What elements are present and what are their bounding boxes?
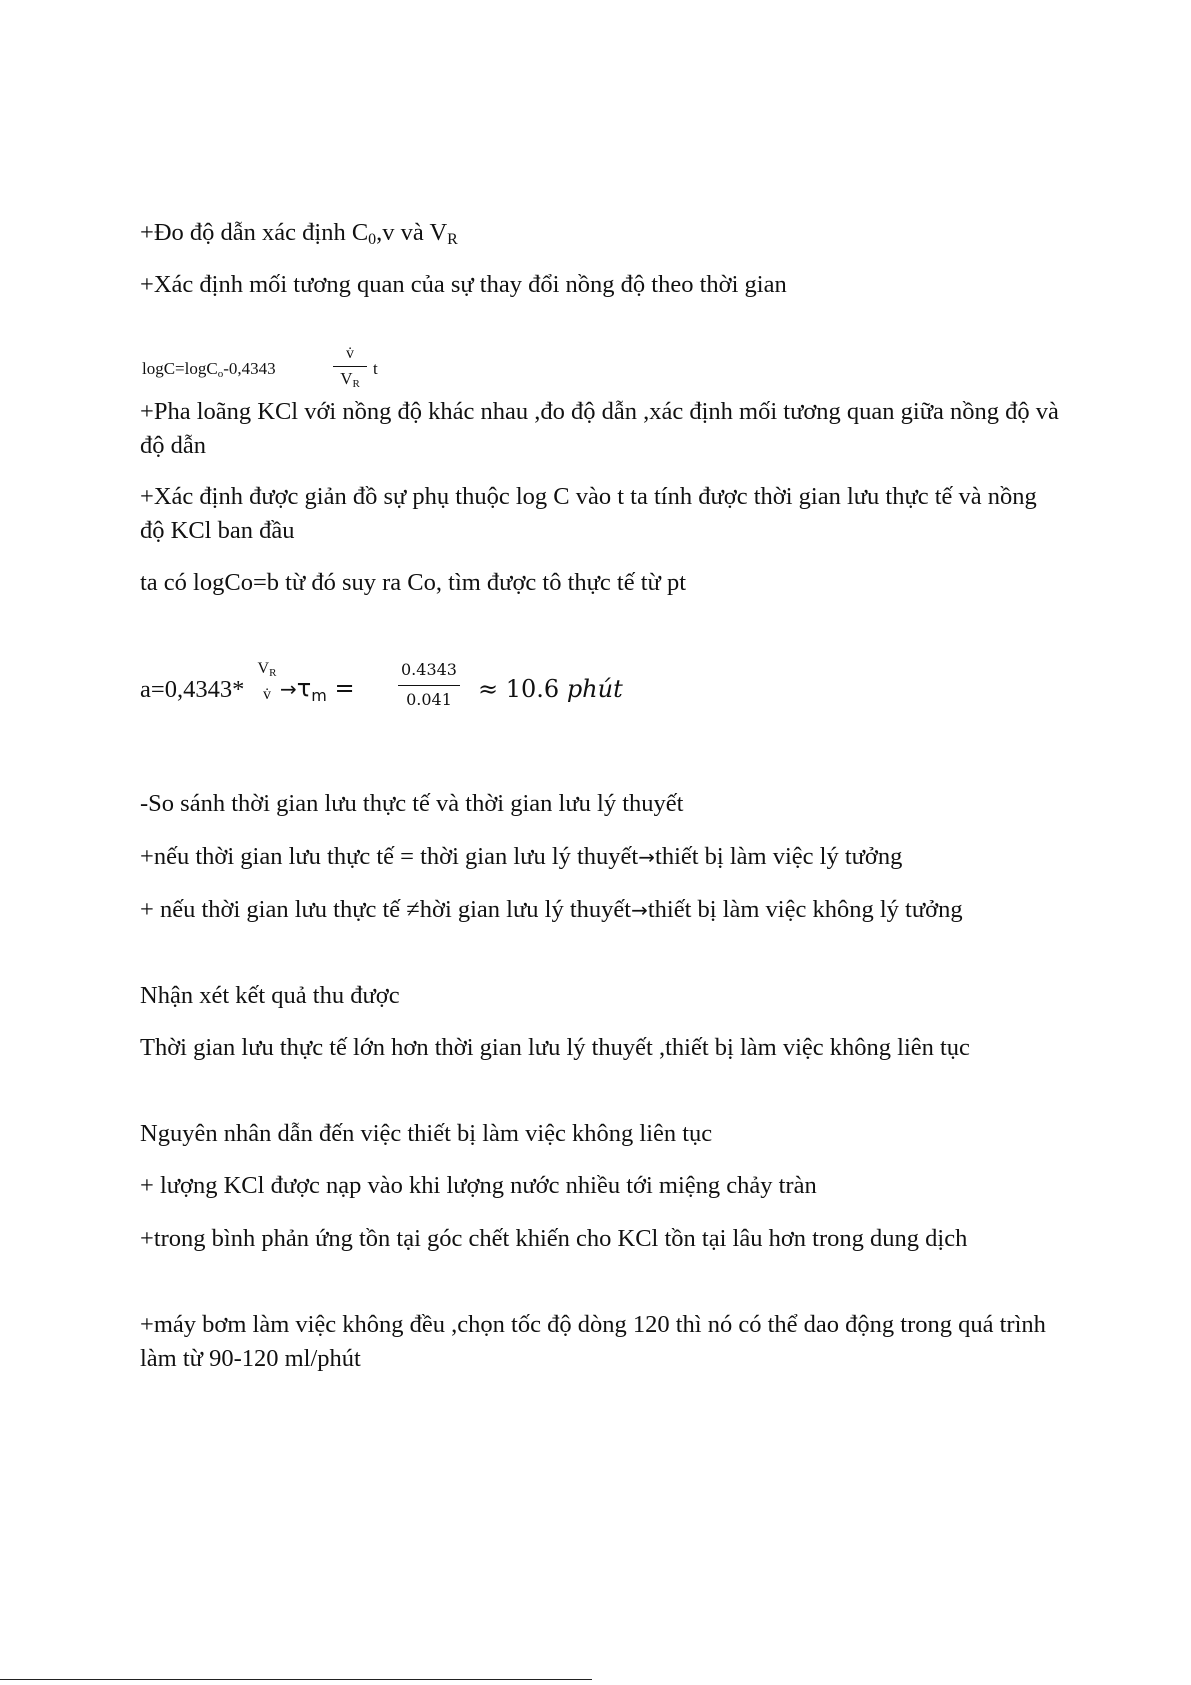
fraction-bar: [333, 366, 367, 367]
fraction-bar: [398, 685, 460, 686]
paragraph-dilute-kcl: +Pha loãng KCl với nồng độ khác nhau ,đo độ dẫn ,xác định mối tương quan giữa nồng độ và độ dẫn: [140, 398, 1059, 459]
equation-residence-time: a=0,4343* $V_R$ v̇ $\to\tau_m$ = 0.4343 0.041 ≈ 10.6 phút: [140, 660, 623, 709]
paragraph-non-ideal: + nếu thời gian lưu thực tế ≠hời gian lưu lý thuyết→thiết bị làm việc không lý tưởng: [140, 896, 963, 923]
arrow-icon: →: [631, 898, 648, 922]
paragraph-cause-1: + lượng KCl được nạp vào khi lượng nước nhiều tới miệng chảy tràn: [140, 1172, 817, 1199]
arrow-icon: →: [280, 677, 297, 701]
paragraph-cause-2: +trong bình phản ứng tồn tại góc chết khiến cho KCl tồn tại lâu hơn trong dung dịch: [140, 1225, 968, 1252]
footer-divider: [0, 1679, 592, 1680]
paragraph-remarks-heading: Nhận xét kết quả thu được: [140, 982, 400, 1009]
paragraph-plot-logc: +Xác định được giản đồ sự phụ thuộc log C vào t ta tính được thời gian lưu thực tế và nồng độ KCl ban đầu: [140, 483, 1037, 544]
arrow-icon: →: [638, 845, 656, 869]
paragraph-compare: -So sánh thời gian lưu thực tế và thời gian lưu lý thuyết: [140, 790, 684, 817]
paragraph-concentration-time: +Xác định mối tương quan của sự thay đổi nồng độ theo thời gian: [140, 271, 787, 298]
paragraph-causes-heading: Nguyên nhân dẫn đến việc thiết bị làm việc không liên tục: [140, 1120, 713, 1147]
equation-logc: logC=logC$_o$-0,4343 v̇ $V_R$ t: [142, 345, 378, 390]
paragraph-ideal: +nếu thời gian lưu thực tế = thời gian lưu lý thuyết→thiết bị làm việc lý tưởng: [140, 843, 903, 870]
paragraph-cause-3: +máy bơm làm việc không đều ,chọn tốc độ dòng 120 thì nó có thể dao động trong quá trình làm từ 90-120 ml/phút: [140, 1311, 1046, 1372]
paragraph-measure-conductivity: +Đo độ dẫn xác định $C_0,v$ và $V_R$: [140, 219, 458, 248]
paragraph-logco: ta có logCo=b từ đó suy ra Co, tìm được tô thực tế từ pt: [140, 569, 687, 596]
paragraph-remarks: Thời gian lưu thực tế lớn hơn thời gian lưu lý thuyết ,thiết bị làm việc không liên tục: [140, 1034, 970, 1061]
